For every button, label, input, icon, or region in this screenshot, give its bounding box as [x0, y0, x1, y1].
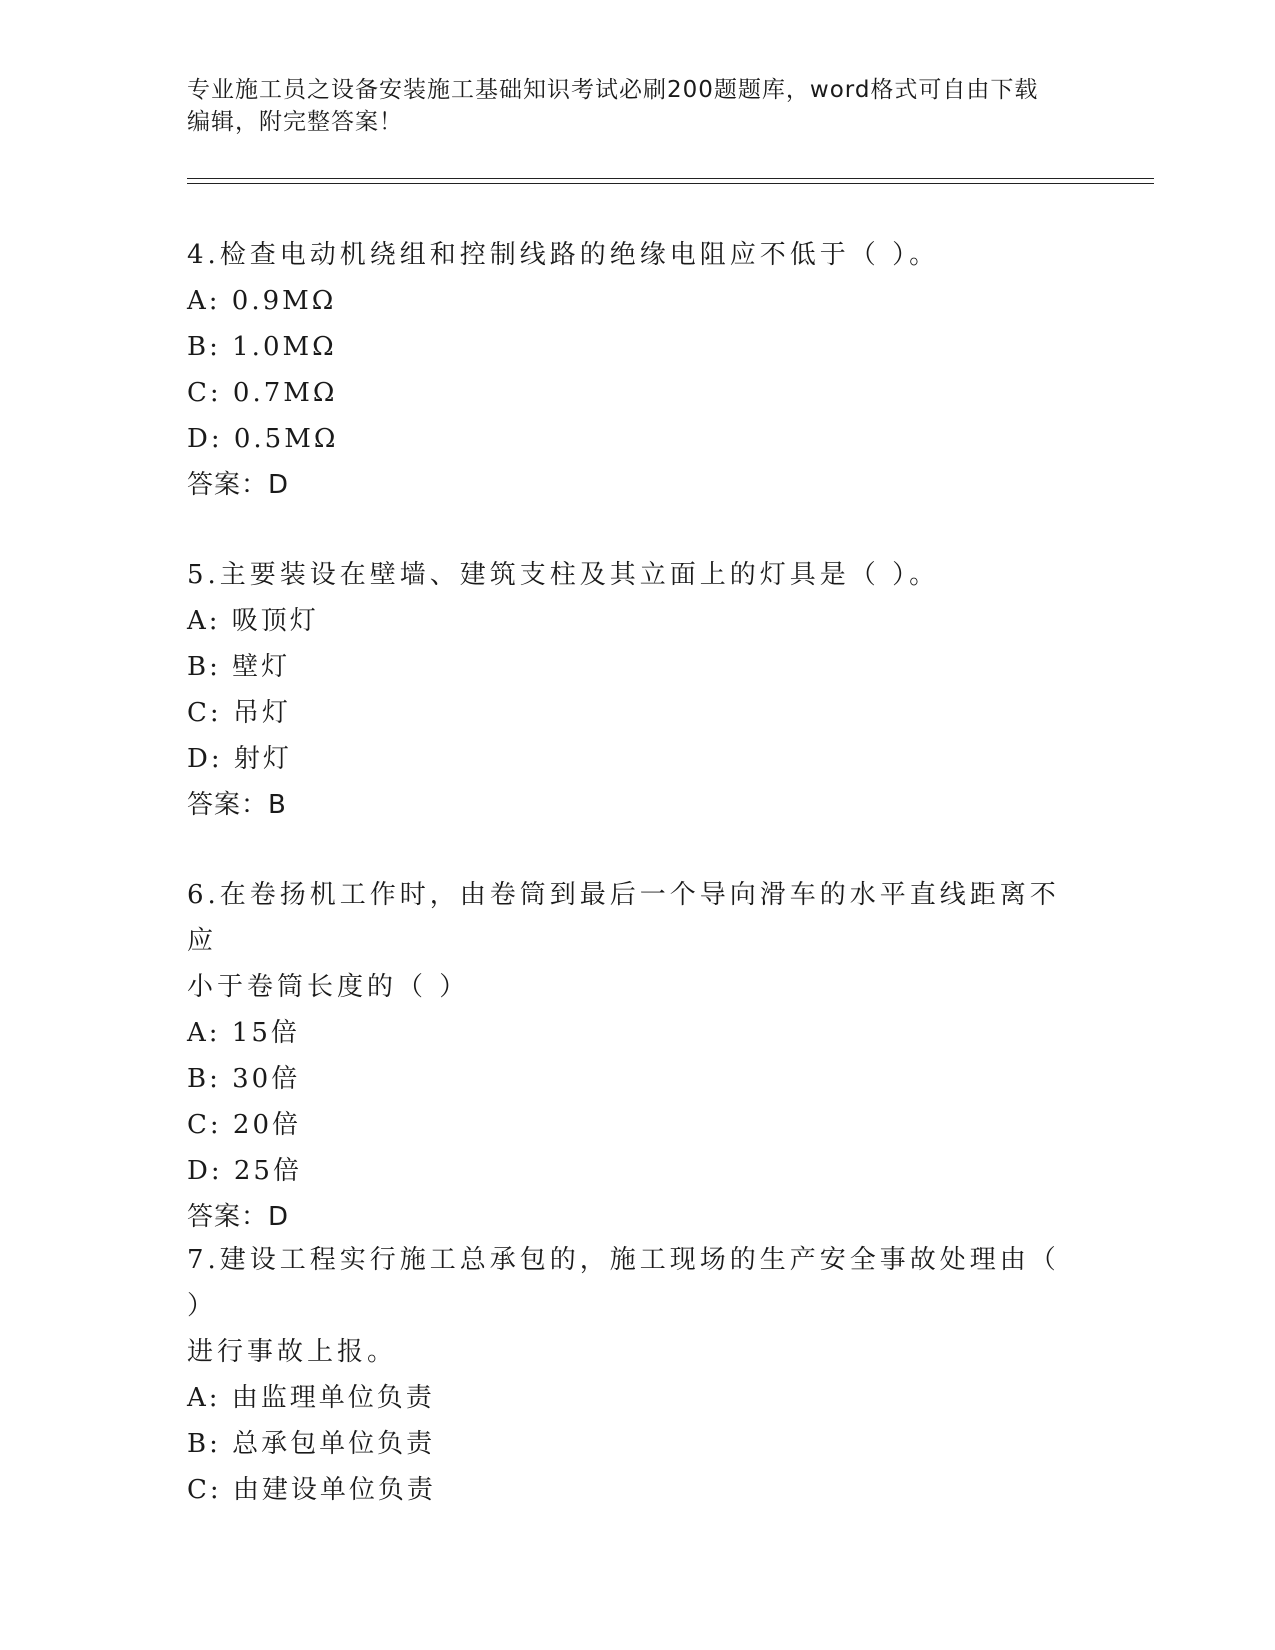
question-5 [187, 552, 1087, 828]
question-6 [187, 872, 1087, 1240]
option-d: D: 射灯 [187, 744, 292, 774]
answer: 答案：B [187, 790, 287, 820]
option-c: C: 0.7MΩ [187, 378, 338, 408]
option-b: B: 壁灯 [187, 652, 291, 682]
question-stem-line-2: 进行事故上报。 [187, 1337, 398, 1367]
option-c: C: 吊灯 [187, 698, 291, 728]
question-stem-line-1: 7.建设工程实行施工总承包的，施工现场的生产安全事故处理由（ ） [187, 1245, 1060, 1321]
option-d: D: 25倍 [187, 1156, 302, 1186]
document-header [187, 74, 1087, 138]
header-divider-bottom [187, 183, 1154, 184]
option-c: C: 由建设单位负责 [187, 1475, 436, 1505]
answer: 答案：D [187, 470, 290, 500]
question-stem: 5.主要装设在壁墙、建筑支柱及其立面上的灯具是（ ）。 [187, 560, 940, 590]
option-a: A: 吸顶灯 [187, 606, 319, 636]
option-a: A: 15倍 [187, 1018, 300, 1048]
question-stem: 4.检查电动机绕组和控制线路的绝缘电阻应不低于（ ）。 [187, 240, 940, 270]
option-b: B: 总承包单位负责 [187, 1429, 436, 1459]
option-a: A: 0.9MΩ [187, 286, 337, 316]
question-stem-line-2: 小于卷筒长度的（ ） [187, 972, 470, 1002]
option-d: D: 0.5MΩ [187, 424, 339, 454]
question-4 [187, 232, 1087, 508]
option-b: B: 30倍 [187, 1064, 301, 1094]
question-7 [187, 1237, 1087, 1513]
answer: 答案：D [187, 1202, 290, 1232]
header-line-2: 编辑，附完整答案！ [187, 109, 403, 135]
header-divider-top [187, 178, 1154, 179]
header-line-1: 专业施工员之设备安装施工基础知识考试必刷200题题库，word格式可自由下载 [187, 77, 1039, 103]
option-a: A: 由监理单位负责 [187, 1383, 435, 1413]
option-c: C: 20倍 [187, 1110, 302, 1140]
option-b: B: 1.0MΩ [187, 332, 337, 362]
question-stem-line-1: 6.在卷扬机工作时，由卷筒到最后一个导向滑车的水平直线距离不应 [187, 880, 1060, 956]
